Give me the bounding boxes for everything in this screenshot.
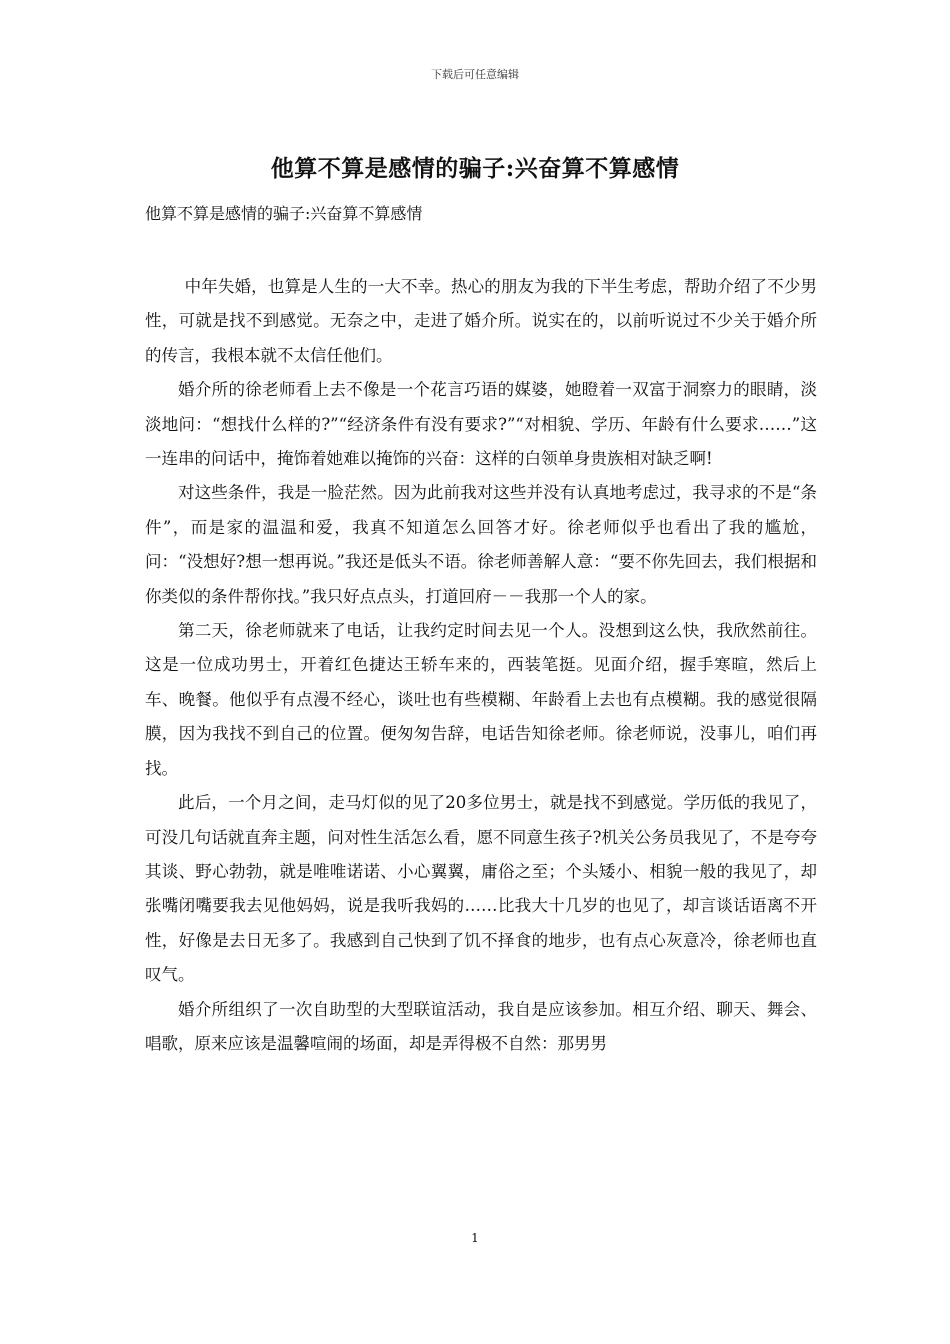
body-paragraph: 对这些条件，我是一脸茫然。因为此前我对这些并没有认真地考虑过，我寻求的不是“条件”，而是家的温温和爱，我真不知道怎么回答才好。徐老师似乎也看出了我的尴尬，问：“没想好?想一想再说。”我还是低头不语。徐老师善解人意：“要不你先回去，我们根据和你类似的条件帮你找。”我只好点点头，打道回府－－我那一个人的家。: [145, 483, 817, 606]
body-paragraph: 中年失婚，也算是人生的一大不幸。热心的朋友为我的下半生考虑，帮助介绍了不少男性，可就是找不到感觉。无奈之中，走进了婚介所。说实在的，以前听说过不少关于婚介所的传言，我根本就不太信任他们。: [145, 277, 817, 365]
document-title: 他算不算是感情的骗子:兴奋算不算感情: [270, 155, 680, 182]
document-subtitle: 他算不算是感情的骗子:兴奋算不算感情: [145, 204, 423, 223]
page-number: 1: [471, 1231, 479, 1245]
page-header-note: 下载后可任意编辑: [431, 68, 519, 81]
document-body: [145, 270, 817, 1061]
body-paragraph: 婚介所组织了一次自助型的大型联谊活动，我自是应该参加。相互介绍、聊天、舞会、唱歌，原来应该是温馨喧闹的场面，却是弄得极不自然：那男男: [145, 999, 817, 1053]
body-paragraph: 第二天，徐老师就来了电话，让我约定时间去见一个人。没想到这么快，我欣然前往。这是一位成功男士，开着红色捷达王轿车来的，西装笔挺。见面介绍，握手寒暄，然后上车、晚餐。他似乎有点漫不经心，谈吐也有些模糊、年龄看上去也有点模糊。我的感觉很隔膜，因为我找不到自己的位置。便匆匆告辞，电话告知徐老师。徐老师说，没事儿，咱们再找。: [145, 621, 817, 778]
body-paragraph: 此后，一个月之间，走马灯似的见了20多位男士，就是找不到感觉。学历低的我见了，可没几句话就直奔主题，问对性生活怎么看，愿不同意生孩子?机关公务员我见了，不是夸夸其谈、野心勃勃，就是唯唯诺诺、小心翼翼，庸俗之至；个头矮小、相貌一般的我见了，却张嘴闭嘴要我去见他妈妈，说是我听我妈的……比我大十几岁的也见了，却言谈话语离不开性，好像是去日无多了。我感到自己快到了饥不择食的地步，也有点心灰意冷，徐老师也直叹气。: [145, 793, 817, 985]
body-paragraph: 婚介所的徐老师看上去不像是一个花言巧语的媒婆，她瞪着一双富于洞察力的眼睛，淡淡地问：“想找什么样的?”“经济条件有没有要求?”“对相貌、学历、年龄有什么要求……”这一连串的问话中，掩饰着她难以掩饰的兴奋：这样的白领单身贵族相对缺乏啊!: [145, 380, 817, 469]
